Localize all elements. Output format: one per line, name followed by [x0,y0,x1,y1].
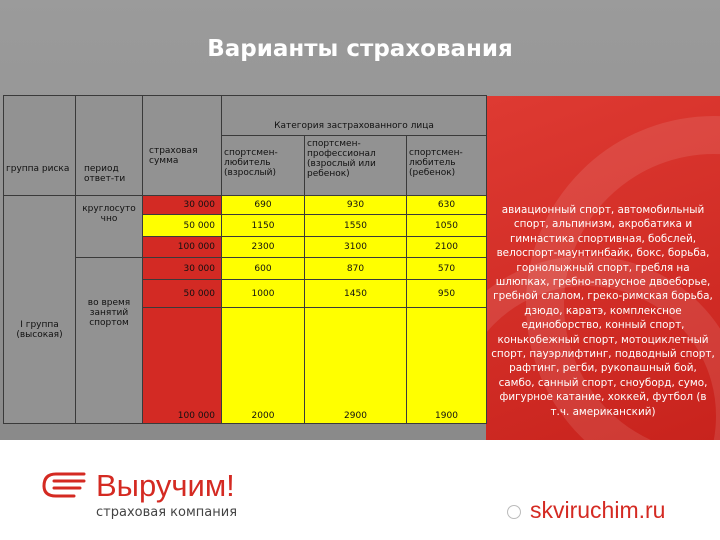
group-label: I группа (высокая) [4,196,76,424]
value-cell: 3100 [305,237,407,258]
col-group-header: группа риска [4,136,76,196]
brand-tagline: страховая компания [96,505,238,520]
category-header: Категория застрахованного лица [222,96,487,136]
value-cell: 1900 [407,308,487,424]
sum-cell: 30 000 [143,258,222,280]
sum-cell: 100 000 [143,308,222,424]
table-row [4,258,487,280]
value-cell: 930 [305,196,407,215]
value-cell: 630 [407,196,487,215]
period-label: во время занятий спортом [76,258,143,424]
hand-logo-icon [40,466,90,502]
col-amateur-child-header: спортсмен-любитель (ребенок) [407,136,487,196]
value-cell: 2100 [407,237,487,258]
website-link[interactable]: skviruchim.ru [530,497,666,523]
value-cell: 690 [222,196,305,215]
col-amateur-adult-header: спортсмен-любитель (взрослый) [222,136,305,196]
value-cell: 600 [222,258,305,280]
sum-cell: 50 000 [143,215,222,237]
value-cell: 950 [407,280,487,308]
sum-cell: 50 000 [143,280,222,308]
value-cell: 1550 [305,215,407,237]
value-cell: 1000 [222,280,305,308]
table-row [4,196,487,215]
sports-description: авиационный спорт, автомобильный спорт, альпинизм, акробатика и гимнастика спортивная, бобслей, велоспорт-маунтинбайк, бокс, борьба, горнолыжный спорт, гребля на шлюпках, гребно-парусное двоеборье, гребной слалом, греко-римская борьба, дзюдо, каратэ, комплексное единоборство, конный спорт, конькобежный спорт, мотоциклетный спорт, пауэрлифтинг, подводный спорт, рафтинг, регби, рукопашный бой, самбо, санный спорт, сноуборд, сумо, фигурное катание, хоккей, футбол (в т.ч. американский) [491,204,715,418]
value-cell: 570 [407,258,487,280]
col-pro-header: спортсмен-профессионал (взрослый или ребенок) [305,136,407,196]
sum-cell: 100 000 [143,237,222,258]
insurance-table [3,95,487,424]
value-cell: 870 [305,258,407,280]
value-cell: 1450 [305,280,407,308]
value-cell: 1150 [222,215,305,237]
period-label: круглосуто чно [76,196,143,258]
col-period-header: период ответ-ти [76,136,143,196]
value-cell: 1050 [407,215,487,237]
value-cell: 2900 [305,308,407,424]
brand-logo-text: Выручим! [96,468,235,503]
value-cell: 2000 [222,308,305,424]
globe-icon [507,505,521,519]
col-sum-header: страховая сумма [143,136,222,196]
page-title: Варианты страхования [207,36,513,62]
sum-cell: 30 000 [143,196,222,215]
value-cell: 2300 [222,237,305,258]
